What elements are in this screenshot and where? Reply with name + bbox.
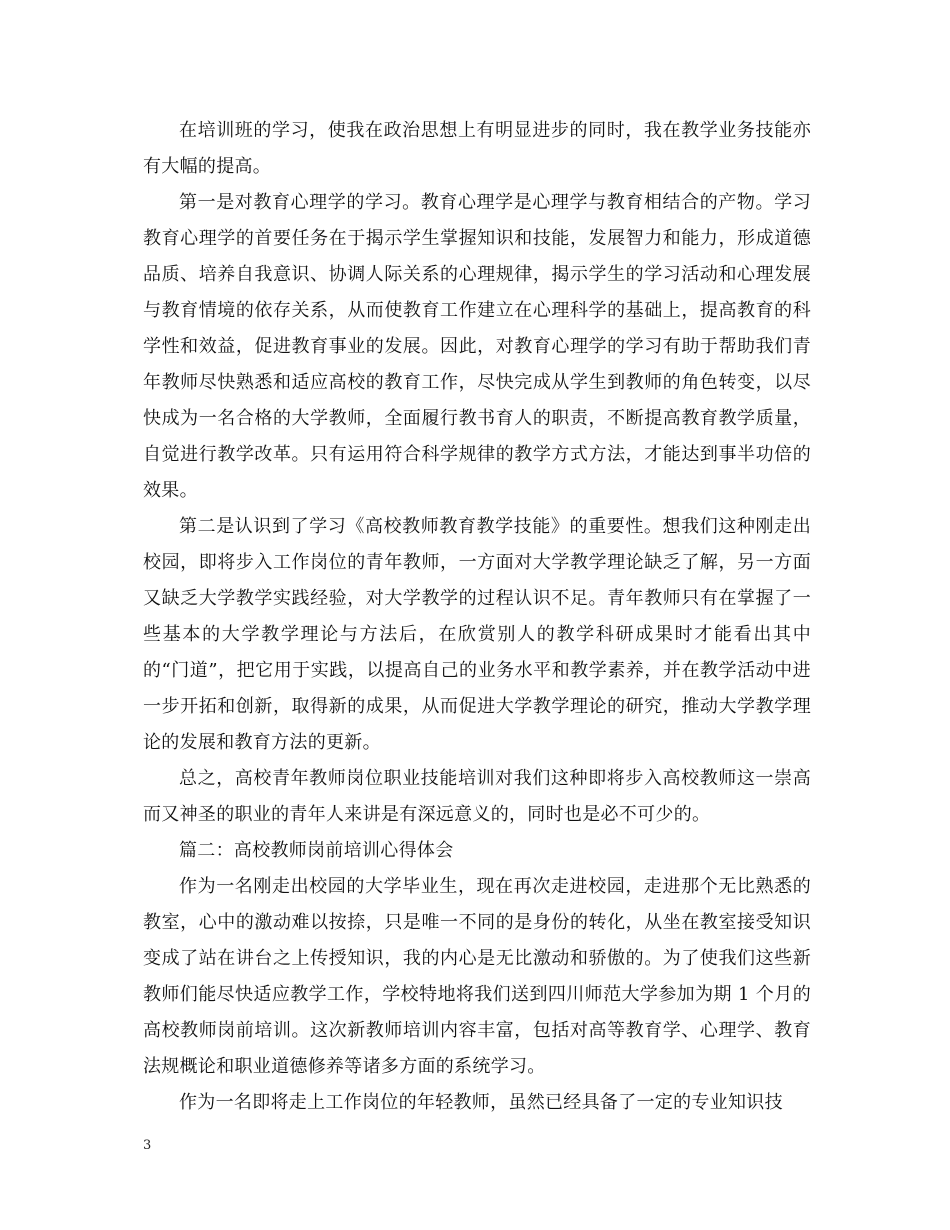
document-body [143,113,811,1121]
paragraph-6: 作为一名即将走上工作岗位的年轻教师，虽然已经具备了一定的专业知识技 [179,1092,783,1113]
paragraph-1: 在培训班的学习，使我在政治思想上有明显进步的同时，我在教学业务技能亦有大幅的提高。 [143,120,811,177]
page-number: 3 [143,1138,152,1153]
section-heading: 篇二：高校教师岗前培训心得体会 [179,840,454,861]
paragraph-2: 第一是对教育心理学的学习。教育心理学是心理学与教育相结合的产物。学习教育心理学的首要任务在于揭示学生掌握知识和技能，发展智力和能力，形成道德品质、培养自我意识、协调人际关系的心理规律，揭示学生的学习活动和心理发展与教育情境的依存关系，从而使教育工作建立在心理科学的基础上，提高教育的科学性和效益，促进教育事业的发展。因此，对教育心理学的学习有助于帮助我们青年教师尽快熟悉和适应高校的教育工作，尽快完成从学生到教师的角色转变，以尽快成为一名合格的大学教师，全面履行教书育人的职责，不断提高教育教学质量，自觉进行教学改革。只有运用符合科学规律的教学方式方法，才能达到事半功倍的效果。 [143,192,811,501]
paragraph-5: 作为一名刚走出校园的大学毕业生，现在再次走进校园，走进那个无比熟悉的教室，心中的激动难以按捺，只是唯一不同的是身份的转化，从坐在教室接受知识变成了站在讲台之上传授知识，我的内心是无比激动和骄傲的。为了使我们这些新教师们能尽快适应教学工作，学校特地将我们送到四川师范大学参加为期 1 个月的高校教师岗前培训。这次新教师培训内容丰富，包括对高等教育学、心理学、教育法规概论和职业道德修养等诸多方面的系统学习。 [143,876,811,1077]
paragraph-3: 第二是认识到了学习《高校教师教育教学技能》的重要性。想我们这种刚走出校园，即将步入工作岗位的青年教师，一方面对大学教学理论缺乏了解，另一方面又缺乏大学教学实践经验，对大学教学的过程认识不足。青年教师只有在掌握了一些基本的大学教学理论与方法后，在欣赏别人的教学科研成果时才能看出其中的“门道”，把它用于实践，以提高自己的业务水平和教学素养，并在教学活动中进一步开拓和创新，取得新的成果，从而促进大学教学理论的研究，推动大学教学理论的发展和教育方法的更新。 [143,516,811,753]
paragraph-4: 总之，高校青年教师岗位职业技能培训对我们这种即将步入高校教师这一崇高而又神圣的职业的青年人来讲是有深远意义的，同时也是必不可少的。 [143,768,811,825]
